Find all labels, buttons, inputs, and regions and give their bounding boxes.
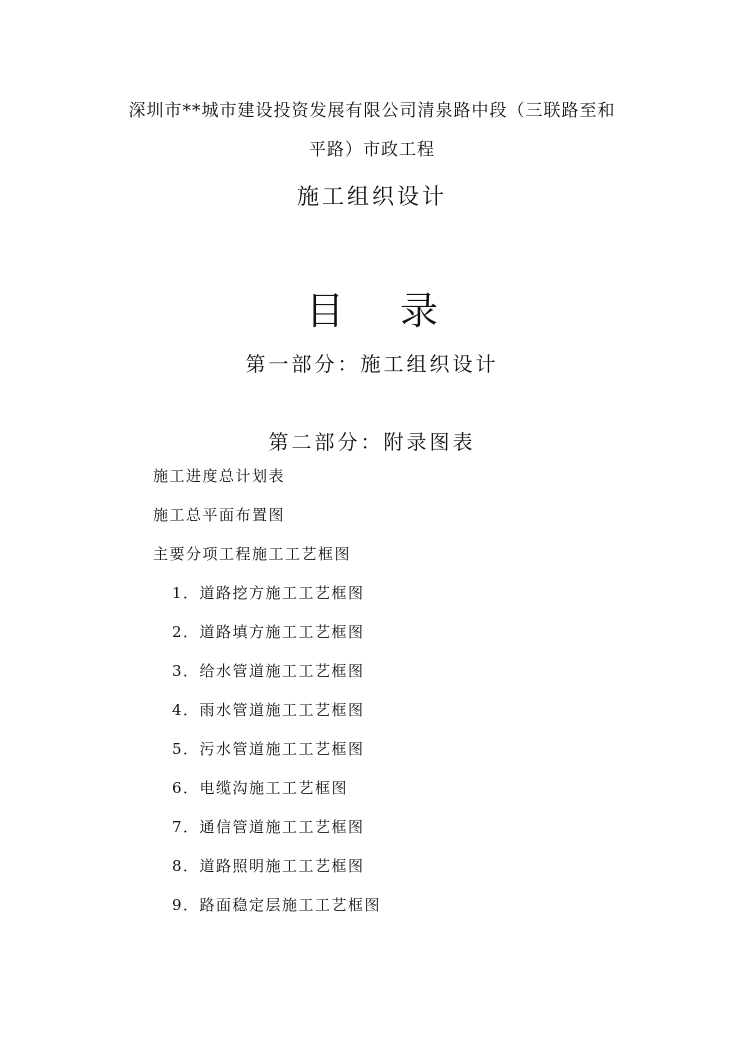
list-item: 2．道路填方施工工艺框图: [172, 623, 365, 641]
toc-part-2: 第二部分：附录图表: [268, 430, 476, 454]
list-item: 施工进度总计划表: [153, 467, 286, 485]
list-item: 施工总平面布置图: [153, 506, 286, 524]
toc-part-1: 第一部分：施工组织设计: [245, 352, 499, 376]
document-subtitle: 施工组织设计: [296, 185, 447, 210]
list-item: 5．污水管道施工工艺框图: [172, 740, 365, 758]
list-item: 主要分项工程施工工艺框图: [153, 545, 352, 563]
list-item: 3．给水管道施工工艺框图: [172, 662, 365, 680]
list-item: 7．通信管道施工工艺框图: [172, 818, 365, 836]
list-item: 6．电缆沟施工工艺框图: [172, 779, 349, 797]
project-title-line-1: 深圳市**城市建设投资发展有限公司清泉路中段（三联路至和: [128, 101, 616, 121]
project-title-line-2: 平路）市政工程: [309, 140, 435, 160]
list-item: 9．路面稳定层施工工艺框图: [172, 896, 382, 914]
list-item: 8．道路照明施工工艺框图: [172, 857, 365, 875]
toc-heading: 目录: [305, 289, 494, 333]
list-item: 1．道路挖方施工工艺框图: [172, 584, 365, 602]
list-item: 4．雨水管道施工工艺框图: [172, 701, 365, 719]
